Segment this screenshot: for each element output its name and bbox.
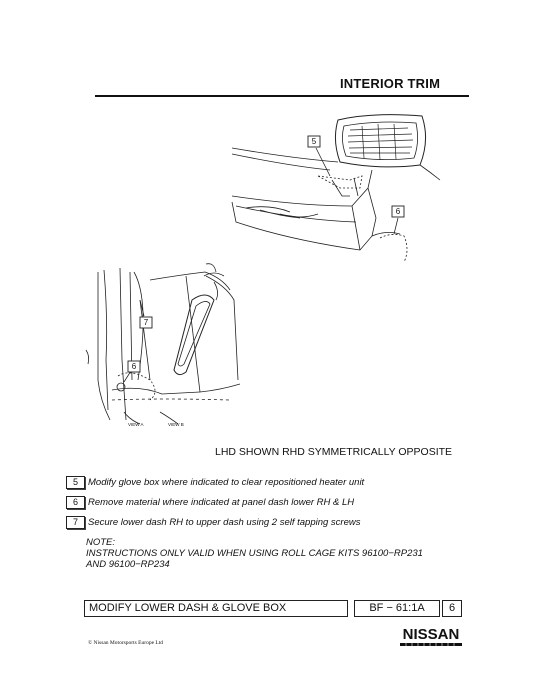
step-number: 5 <box>66 476 85 489</box>
step-number: 7 <box>66 516 85 529</box>
step-7 <box>66 516 360 529</box>
callout-boxes <box>128 136 404 372</box>
upper-dash-drawing <box>232 115 440 262</box>
diagram-small-label-a: VIEW A <box>128 422 144 427</box>
callout-5: 5 <box>311 137 317 146</box>
copyright-notice: © Nissan Motorsports Europe Ltd <box>88 640 164 646</box>
lower-side-drawing <box>86 264 240 424</box>
callout-7: 7 <box>143 318 149 327</box>
callout-6-upper: 6 <box>395 207 401 216</box>
callout-6-lower: 6 <box>131 362 137 371</box>
note-block <box>86 537 423 570</box>
step-number: 6 <box>66 496 85 509</box>
step-text: Remove material where indicated at panel dash lower RH & LH <box>88 497 355 508</box>
nissan-logo <box>398 623 464 651</box>
step-5 <box>66 476 364 489</box>
title-bar <box>84 600 464 617</box>
note-line-1: INSTRUCTIONS ONLY VALID WHEN USING ROLL CAGE KITS 96100−RP231 <box>86 548 423 559</box>
brand-text: NISSAN <box>402 626 460 643</box>
step-6 <box>66 496 354 509</box>
step-text: Modify glove box where indicated to clear repositioned heater unit <box>88 477 365 488</box>
orientation-note: LHD SHOWN RHD SYMMETRICALLY OPPOSITE <box>215 446 453 458</box>
reference-code: BF − 61:1A <box>354 600 440 617</box>
step-text: Secure lower dash RH to upper dash using 2 self tapping screws <box>88 517 361 528</box>
diagram-small-label-b: VIEW B <box>168 422 184 427</box>
note-label: NOTE: <box>86 537 116 548</box>
section-title: INTERIOR TRIM <box>340 76 441 91</box>
document-title: MODIFY LOWER DASH & GLOVE BOX <box>84 600 348 617</box>
page-number: 6 <box>442 600 462 617</box>
note-line-2: AND 96100−RP234 <box>86 559 170 570</box>
